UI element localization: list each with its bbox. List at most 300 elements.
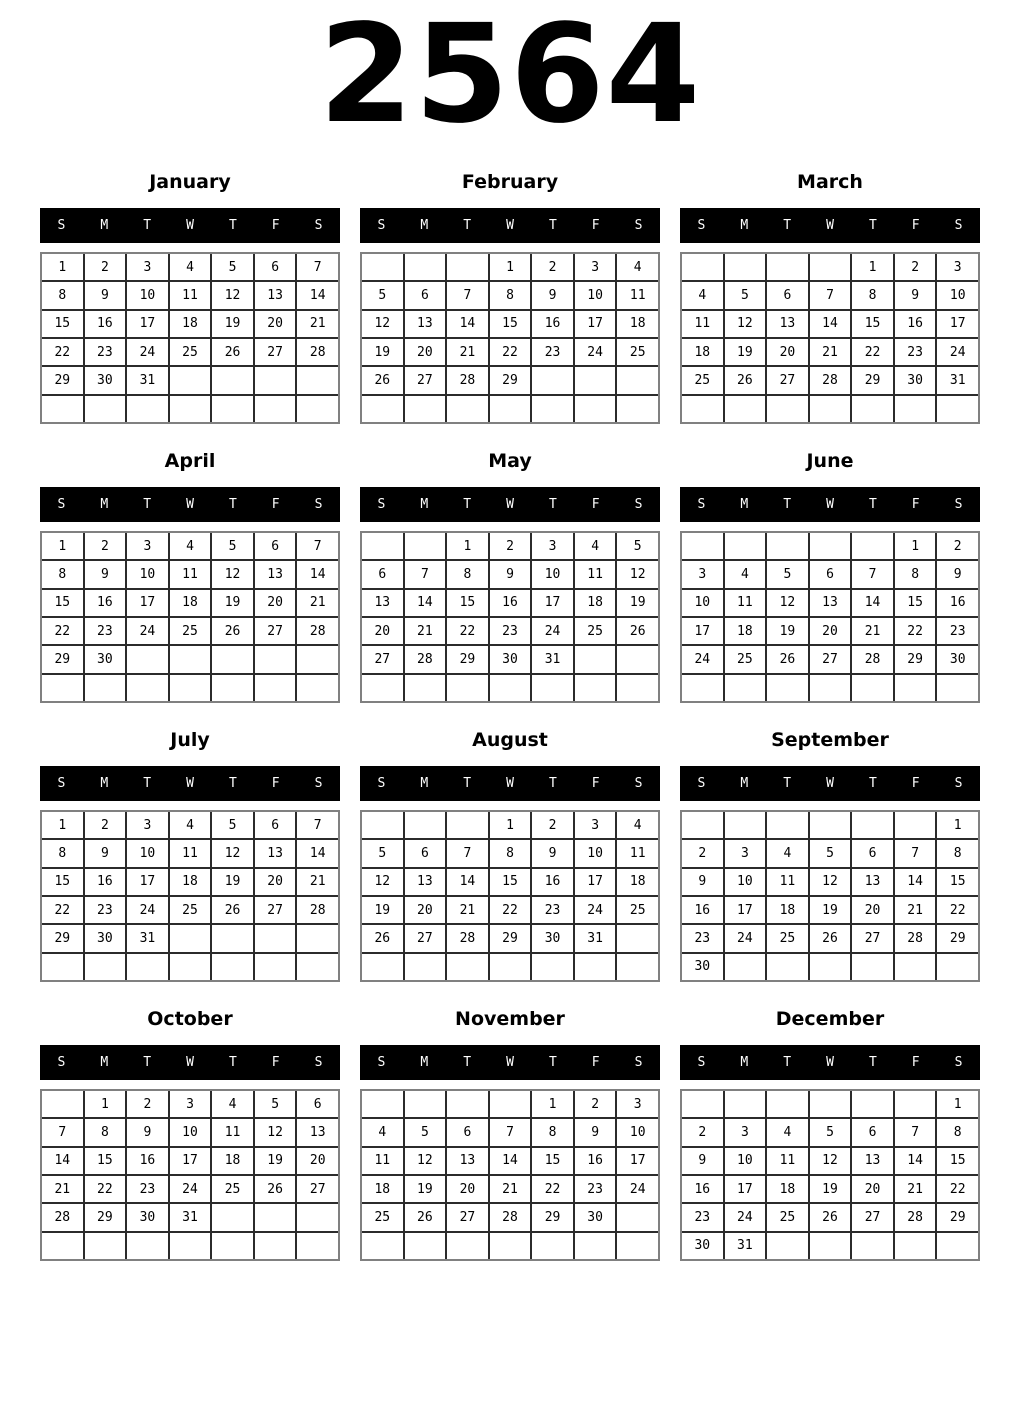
month-name: April xyxy=(164,449,216,472)
day-cell: 7 xyxy=(447,282,488,308)
day-cell: 9 xyxy=(682,869,723,895)
day-cell-empty xyxy=(767,254,808,280)
day-cell-empty xyxy=(852,533,893,559)
day-cell: 30 xyxy=(127,1204,168,1230)
day-cell-empty xyxy=(42,954,83,980)
date-grid xyxy=(360,252,660,424)
day-cell: 5 xyxy=(725,282,766,308)
day-cell: 26 xyxy=(810,1204,851,1230)
day-cell-empty xyxy=(937,954,978,980)
day-cell-empty xyxy=(852,396,893,422)
day-header-label: M xyxy=(740,218,749,233)
day-cell: 24 xyxy=(682,646,723,672)
day-cell: 20 xyxy=(767,339,808,365)
day-cell: 19 xyxy=(362,897,403,923)
day-cell-empty xyxy=(810,954,851,980)
day-header-label: S xyxy=(314,218,323,233)
day-cell: 3 xyxy=(682,561,723,587)
month-name: February xyxy=(461,170,559,193)
day-header-label: S xyxy=(57,218,66,233)
month-block xyxy=(680,155,980,424)
day-cell: 31 xyxy=(937,367,978,393)
day-cell-empty xyxy=(725,954,766,980)
day-cell: 22 xyxy=(42,339,83,365)
day-cell: 3 xyxy=(575,812,616,838)
day-cell: 16 xyxy=(532,311,573,337)
day-cell: 11 xyxy=(170,561,211,587)
day-cell: 29 xyxy=(85,1204,126,1230)
day-cell: 20 xyxy=(362,618,403,644)
day-cell: 20 xyxy=(405,897,446,923)
day-cell: 22 xyxy=(42,618,83,644)
day-cell: 2 xyxy=(937,533,978,559)
day-header-label: T xyxy=(783,497,792,512)
day-cell: 15 xyxy=(447,590,488,616)
day-cell: 27 xyxy=(447,1204,488,1230)
day-cell: 14 xyxy=(405,590,446,616)
day-cell: 9 xyxy=(895,282,936,308)
month-block xyxy=(360,713,660,982)
day-cell: 3 xyxy=(127,812,168,838)
day-cell-empty xyxy=(405,954,446,980)
day-cell: 17 xyxy=(725,897,766,923)
day-cell: 10 xyxy=(127,561,168,587)
day-cell: 27 xyxy=(852,925,893,951)
day-cell: 12 xyxy=(255,1119,296,1145)
day-cell-empty xyxy=(85,675,126,701)
day-cell: 27 xyxy=(405,367,446,393)
day-cell-empty xyxy=(682,1091,723,1117)
day-header-label: T xyxy=(143,497,152,512)
day-cell: 5 xyxy=(767,561,808,587)
day-header-label: M xyxy=(420,497,429,512)
day-header-label: F xyxy=(911,776,920,791)
day-cell: 3 xyxy=(170,1091,211,1117)
day-cell-empty xyxy=(617,646,658,672)
day-cell: 25 xyxy=(170,897,211,923)
day-cell: 20 xyxy=(255,311,296,337)
day-cell-empty xyxy=(725,533,766,559)
day-cell: 26 xyxy=(212,618,253,644)
day-header-label: W xyxy=(826,497,834,512)
day-cell: 18 xyxy=(617,869,658,895)
day-cell: 15 xyxy=(42,590,83,616)
day-cell: 29 xyxy=(852,367,893,393)
day-cell: 11 xyxy=(682,311,723,337)
day-cell: 13 xyxy=(255,282,296,308)
day-cell-empty xyxy=(575,367,616,393)
day-cell: 9 xyxy=(490,561,531,587)
day-cell: 20 xyxy=(810,618,851,644)
day-cell-empty xyxy=(127,646,168,672)
day-cell: 28 xyxy=(405,646,446,672)
day-cell-empty xyxy=(170,1233,211,1259)
month-name: October xyxy=(147,1007,233,1030)
day-cell-empty xyxy=(852,675,893,701)
day-header-label: S xyxy=(377,497,386,512)
date-grid xyxy=(360,810,660,982)
day-header-label: T xyxy=(228,218,237,233)
day-cell: 24 xyxy=(127,339,168,365)
day-cell: 18 xyxy=(767,1176,808,1202)
day-cell: 24 xyxy=(725,925,766,951)
day-cell-empty xyxy=(767,675,808,701)
day-cell: 11 xyxy=(767,1148,808,1174)
day-cell: 29 xyxy=(42,925,83,951)
day-cell-empty xyxy=(682,533,723,559)
date-grid xyxy=(40,531,340,703)
day-cell-empty xyxy=(170,925,211,951)
day-header-row xyxy=(360,1045,660,1080)
day-cell: 17 xyxy=(532,590,573,616)
day-cell: 12 xyxy=(212,282,253,308)
month-name: June xyxy=(806,449,854,472)
day-header-label: S xyxy=(697,497,706,512)
day-cell: 6 xyxy=(852,840,893,866)
day-cell: 22 xyxy=(85,1176,126,1202)
day-cell: 6 xyxy=(255,254,296,280)
day-cell: 17 xyxy=(725,1176,766,1202)
day-cell-empty xyxy=(127,954,168,980)
day-cell: 10 xyxy=(725,869,766,895)
day-cell-empty xyxy=(362,396,403,422)
day-cell-empty xyxy=(617,1204,658,1230)
day-header-label: M xyxy=(740,497,749,512)
day-cell: 8 xyxy=(42,282,83,308)
day-cell-empty xyxy=(725,675,766,701)
day-cell: 7 xyxy=(42,1119,83,1145)
day-cell: 16 xyxy=(682,897,723,923)
day-cell: 5 xyxy=(212,812,253,838)
day-cell: 16 xyxy=(85,869,126,895)
day-cell-empty xyxy=(212,925,253,951)
day-header-label: S xyxy=(697,218,706,233)
day-cell: 4 xyxy=(575,533,616,559)
day-header-label: S xyxy=(377,776,386,791)
day-cell: 2 xyxy=(127,1091,168,1117)
day-cell: 26 xyxy=(255,1176,296,1202)
day-cell-empty xyxy=(255,954,296,980)
day-cell-empty xyxy=(490,1091,531,1117)
date-grid xyxy=(360,531,660,703)
day-cell-empty xyxy=(532,954,573,980)
day-cell: 21 xyxy=(852,618,893,644)
day-cell-empty xyxy=(297,1233,338,1259)
day-cell: 27 xyxy=(362,646,403,672)
day-cell: 28 xyxy=(297,618,338,644)
day-cell: 26 xyxy=(405,1204,446,1230)
day-cell: 20 xyxy=(447,1176,488,1202)
day-header-row xyxy=(360,208,660,243)
day-header-label: S xyxy=(377,218,386,233)
day-cell: 3 xyxy=(575,254,616,280)
day-cell-empty xyxy=(405,254,446,280)
day-cell: 4 xyxy=(725,561,766,587)
date-grid xyxy=(40,1089,340,1261)
day-cell: 23 xyxy=(85,897,126,923)
day-cell: 5 xyxy=(405,1119,446,1145)
day-cell: 23 xyxy=(532,897,573,923)
day-header-label: W xyxy=(186,218,194,233)
day-cell: 31 xyxy=(575,925,616,951)
day-cell: 5 xyxy=(362,840,403,866)
day-cell: 19 xyxy=(810,1176,851,1202)
day-cell: 1 xyxy=(42,533,83,559)
day-header-label: W xyxy=(826,1055,834,1070)
day-cell-empty xyxy=(405,1233,446,1259)
day-header-label: T xyxy=(228,776,237,791)
day-cell: 21 xyxy=(42,1176,83,1202)
day-header-label: T xyxy=(548,776,557,791)
day-cell: 4 xyxy=(170,533,211,559)
day-cell: 10 xyxy=(532,561,573,587)
day-cell-empty xyxy=(212,675,253,701)
day-cell: 2 xyxy=(682,1119,723,1145)
day-cell-empty xyxy=(255,396,296,422)
day-cell-empty xyxy=(362,1091,403,1117)
day-cell: 7 xyxy=(895,840,936,866)
day-header-label: S xyxy=(634,497,643,512)
day-cell: 3 xyxy=(127,254,168,280)
day-cell-empty xyxy=(767,1233,808,1259)
day-cell-empty xyxy=(532,396,573,422)
day-header-label: W xyxy=(506,776,514,791)
day-cell: 18 xyxy=(170,869,211,895)
day-cell: 1 xyxy=(532,1091,573,1117)
day-cell: 17 xyxy=(575,869,616,895)
day-header-label: S xyxy=(954,497,963,512)
day-cell: 15 xyxy=(490,869,531,895)
day-cell-empty xyxy=(297,367,338,393)
day-cell-empty xyxy=(447,675,488,701)
day-header-label: W xyxy=(186,1055,194,1070)
day-cell: 23 xyxy=(682,925,723,951)
day-cell: 31 xyxy=(170,1204,211,1230)
day-cell: 19 xyxy=(725,339,766,365)
day-cell: 19 xyxy=(255,1148,296,1174)
day-cell: 21 xyxy=(447,897,488,923)
month-name: January xyxy=(149,170,231,193)
day-cell: 30 xyxy=(682,1233,723,1259)
day-header-row xyxy=(360,766,660,801)
day-header-label: M xyxy=(100,497,109,512)
day-cell: 7 xyxy=(895,1119,936,1145)
day-cell: 22 xyxy=(852,339,893,365)
day-cell: 25 xyxy=(767,925,808,951)
day-cell: 25 xyxy=(362,1204,403,1230)
day-cell: 14 xyxy=(852,590,893,616)
day-cell-empty xyxy=(170,646,211,672)
day-cell: 28 xyxy=(297,897,338,923)
day-cell: 27 xyxy=(767,367,808,393)
day-header-label: M xyxy=(740,776,749,791)
day-cell: 27 xyxy=(255,618,296,644)
day-cell-empty xyxy=(170,396,211,422)
day-header-label: T xyxy=(783,776,792,791)
day-cell: 19 xyxy=(212,590,253,616)
month-block xyxy=(680,434,980,703)
day-cell: 6 xyxy=(255,812,296,838)
day-cell: 23 xyxy=(895,339,936,365)
day-cell-empty xyxy=(362,675,403,701)
day-cell: 26 xyxy=(725,367,766,393)
day-cell-empty xyxy=(490,1233,531,1259)
day-header-label: T xyxy=(143,218,152,233)
day-cell: 19 xyxy=(212,869,253,895)
day-cell: 12 xyxy=(767,590,808,616)
day-cell: 21 xyxy=(297,869,338,895)
day-cell: 26 xyxy=(810,925,851,951)
day-cell: 30 xyxy=(575,1204,616,1230)
day-header-label: F xyxy=(911,218,920,233)
day-cell-empty xyxy=(490,954,531,980)
day-header-label: F xyxy=(271,776,280,791)
day-cell: 31 xyxy=(127,925,168,951)
day-cell: 13 xyxy=(362,590,403,616)
day-header-label: T xyxy=(783,1055,792,1070)
day-cell-empty xyxy=(532,367,573,393)
day-cell: 26 xyxy=(212,897,253,923)
day-cell: 19 xyxy=(405,1176,446,1202)
date-grid xyxy=(40,810,340,982)
day-cell: 31 xyxy=(725,1233,766,1259)
day-cell: 11 xyxy=(767,869,808,895)
day-cell: 6 xyxy=(767,282,808,308)
day-cell-empty xyxy=(810,396,851,422)
day-cell: 8 xyxy=(895,561,936,587)
day-cell: 27 xyxy=(810,646,851,672)
date-grid xyxy=(360,1089,660,1261)
day-cell: 14 xyxy=(490,1148,531,1174)
day-header-label: S xyxy=(314,1055,323,1070)
day-cell-empty xyxy=(575,954,616,980)
day-cell-empty xyxy=(42,396,83,422)
day-cell: 9 xyxy=(532,840,573,866)
day-header-label: S xyxy=(634,1055,643,1070)
day-cell-empty xyxy=(255,1204,296,1230)
day-header-row xyxy=(40,1045,340,1080)
day-cell: 6 xyxy=(405,840,446,866)
day-cell: 8 xyxy=(85,1119,126,1145)
day-cell: 20 xyxy=(255,869,296,895)
day-cell: 2 xyxy=(575,1091,616,1117)
day-cell-empty xyxy=(447,254,488,280)
day-cell-empty xyxy=(255,1233,296,1259)
day-header-row xyxy=(680,487,980,522)
day-cell-empty xyxy=(682,675,723,701)
day-header-label: M xyxy=(420,776,429,791)
day-cell-empty xyxy=(42,1233,83,1259)
day-cell: 29 xyxy=(937,925,978,951)
day-cell-empty xyxy=(682,396,723,422)
day-cell: 19 xyxy=(810,897,851,923)
day-header-label: M xyxy=(420,218,429,233)
day-cell-empty xyxy=(852,954,893,980)
day-cell-empty xyxy=(490,396,531,422)
day-cell-empty xyxy=(852,812,893,838)
day-cell: 28 xyxy=(42,1204,83,1230)
day-cell-empty xyxy=(937,396,978,422)
day-cell-empty xyxy=(575,646,616,672)
day-header-label: T xyxy=(548,497,557,512)
day-header-label: F xyxy=(911,497,920,512)
day-header-label: S xyxy=(634,218,643,233)
month-block xyxy=(680,713,980,982)
day-cell: 13 xyxy=(810,590,851,616)
day-header-label: S xyxy=(57,1055,66,1070)
day-header-label: W xyxy=(506,497,514,512)
day-cell: 9 xyxy=(127,1119,168,1145)
day-header-label: W xyxy=(826,776,834,791)
day-cell-empty xyxy=(725,254,766,280)
day-cell-empty xyxy=(447,1091,488,1117)
day-cell: 17 xyxy=(937,311,978,337)
day-cell: 10 xyxy=(127,840,168,866)
day-cell: 13 xyxy=(405,869,446,895)
day-cell-empty xyxy=(617,396,658,422)
day-cell-empty xyxy=(937,1233,978,1259)
day-cell: 12 xyxy=(725,311,766,337)
day-cell-empty xyxy=(725,1091,766,1117)
day-cell: 8 xyxy=(937,1119,978,1145)
day-cell: 31 xyxy=(532,646,573,672)
day-header-label: S xyxy=(57,776,66,791)
day-cell-empty xyxy=(127,1233,168,1259)
day-cell: 13 xyxy=(255,840,296,866)
day-header-label: S xyxy=(314,497,323,512)
day-cell: 2 xyxy=(85,533,126,559)
day-header-label: T xyxy=(463,497,472,512)
day-cell: 18 xyxy=(170,590,211,616)
day-cell: 19 xyxy=(617,590,658,616)
day-cell: 17 xyxy=(127,869,168,895)
day-cell: 3 xyxy=(725,1119,766,1145)
date-grid xyxy=(680,252,980,424)
day-cell: 14 xyxy=(895,1148,936,1174)
day-cell: 16 xyxy=(532,869,573,895)
day-cell: 5 xyxy=(362,282,403,308)
day-header-label: T xyxy=(868,497,877,512)
day-cell: 15 xyxy=(85,1148,126,1174)
day-cell: 24 xyxy=(127,618,168,644)
day-header-label: T xyxy=(143,1055,152,1070)
day-cell: 23 xyxy=(575,1176,616,1202)
day-cell: 11 xyxy=(617,840,658,866)
day-cell: 1 xyxy=(937,812,978,838)
day-cell: 28 xyxy=(297,339,338,365)
month-block xyxy=(360,992,660,1261)
day-cell: 4 xyxy=(617,812,658,838)
day-cell: 6 xyxy=(852,1119,893,1145)
day-cell: 21 xyxy=(490,1176,531,1202)
day-cell-empty xyxy=(255,925,296,951)
day-cell: 13 xyxy=(255,561,296,587)
day-header-label: F xyxy=(591,1055,600,1070)
day-cell: 12 xyxy=(212,561,253,587)
day-cell-empty xyxy=(617,925,658,951)
day-header-label: F xyxy=(271,497,280,512)
day-header-row xyxy=(680,208,980,243)
day-cell: 26 xyxy=(767,646,808,672)
day-cell: 19 xyxy=(767,618,808,644)
day-cell: 8 xyxy=(490,840,531,866)
day-cell-empty xyxy=(297,925,338,951)
day-header-label: S xyxy=(314,776,323,791)
date-grid xyxy=(680,531,980,703)
day-cell: 2 xyxy=(490,533,531,559)
day-cell: 14 xyxy=(42,1148,83,1174)
day-cell-empty xyxy=(810,812,851,838)
